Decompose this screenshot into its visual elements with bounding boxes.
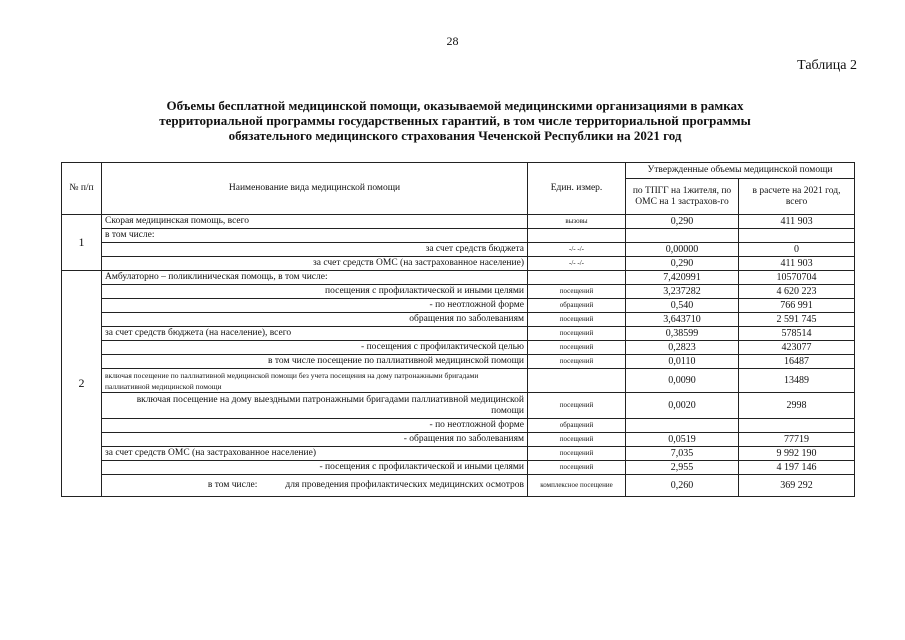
- table-row: [62, 327, 855, 341]
- row-name: для проведения профилактических медицинских осмотров: [285, 480, 524, 490]
- row-total: 2 591 745: [739, 313, 855, 327]
- row-name: включая посещение по паллиативной медицинской помощи без учета посещения на дому патронажными бригадами паллиативной медицинской помощи: [102, 369, 528, 393]
- row-per-person: 0,0020: [626, 393, 739, 419]
- row-name: в том числе:: [102, 229, 528, 243]
- row-per-person: 0,2823: [626, 341, 739, 355]
- row-per-person: 0,00000: [626, 243, 739, 257]
- title-line-1: Объемы бесплатной медицинской помощи, оказываемой медицинскими организациями в рамках: [166, 98, 744, 113]
- row-total: [739, 419, 855, 433]
- row-name: за счет средств бюджета (на население), всего: [102, 327, 528, 341]
- row-total: 2998: [739, 393, 855, 419]
- row-unit: комплексное посещение: [528, 475, 626, 497]
- row-total: 411 903: [739, 215, 855, 229]
- row-unit: посещений: [528, 355, 626, 369]
- row-name: Амбулаторно – поликлиническая помощь, в том числе:: [102, 271, 528, 285]
- row-per-person: 2,955: [626, 461, 739, 475]
- table-row: [62, 447, 855, 461]
- table-row: [62, 369, 855, 393]
- row-name: - посещения с профилактической целью: [102, 341, 528, 355]
- row-name-composite: [102, 475, 528, 497]
- header-approved: Утвержденные объемы медицинской помощи: [626, 163, 855, 179]
- row-per-person: 0,260: [626, 475, 739, 497]
- table-row: [62, 433, 855, 447]
- row-per-person: 0,0519: [626, 433, 739, 447]
- row-name: - обращения по заболеваниям: [102, 433, 528, 447]
- section-2-number: 2: [62, 271, 102, 497]
- row-unit: посещений: [528, 341, 626, 355]
- table-row: [62, 341, 855, 355]
- row-total: 4 620 223: [739, 285, 855, 299]
- table-label: Таблица 2: [797, 58, 857, 73]
- row-total: 578514: [739, 327, 855, 341]
- table-row: [62, 299, 855, 313]
- header-unit: Един. измер.: [528, 163, 626, 215]
- row-per-person: 0,38599: [626, 327, 739, 341]
- row-unit: посещений: [528, 285, 626, 299]
- title-line-3: обязательного медицинского страхования Чеченской Республики на 2021 год: [228, 128, 682, 143]
- row-name: - по неотложной форме: [102, 299, 528, 313]
- row-unit: -/- -/-: [528, 243, 626, 257]
- row-per-person: [626, 229, 739, 243]
- row-name: за счет средств ОМС (на застрахованное население): [102, 257, 528, 271]
- row-total: 766 991: [739, 299, 855, 313]
- row-unit: [528, 271, 626, 285]
- row-total: 369 292: [739, 475, 855, 497]
- row-name-prefix: в том числе:: [207, 480, 258, 490]
- row-per-person: 0,0110: [626, 355, 739, 369]
- table-row: [62, 313, 855, 327]
- row-per-person: 0,290: [626, 215, 739, 229]
- row-unit: [528, 369, 626, 393]
- row-total: 77719: [739, 433, 855, 447]
- row-total: 9 992 190: [739, 447, 855, 461]
- row-unit: обращений: [528, 299, 626, 313]
- page-number: 28: [446, 34, 459, 48]
- header-name: Наименование вида медицинской помощи: [102, 163, 528, 215]
- table-row: [62, 257, 855, 271]
- row-per-person: 7,035: [626, 447, 739, 461]
- table-row: [62, 355, 855, 369]
- row-unit: посещений: [528, 393, 626, 419]
- row-total: 411 903: [739, 257, 855, 271]
- table-row: [62, 419, 855, 433]
- table-row: [62, 271, 855, 285]
- table-row: [62, 243, 855, 257]
- table-row: [62, 285, 855, 299]
- row-total: 423077: [739, 341, 855, 355]
- table-row: [62, 475, 855, 497]
- table-row: [62, 461, 855, 475]
- row-name: в том числе посещение по паллиативной медицинской помощи: [102, 355, 528, 369]
- row-name: за счет средств ОМС (на застрахованное население): [102, 447, 528, 461]
- row-unit: -/- -/-: [528, 257, 626, 271]
- row-per-person: 0,290: [626, 257, 739, 271]
- row-unit: вызовы: [528, 215, 626, 229]
- table-row: [62, 215, 855, 229]
- row-unit: посещений: [528, 461, 626, 475]
- header-num: № п/п: [62, 163, 102, 215]
- row-total: 10570704: [739, 271, 855, 285]
- volumes-table: [61, 162, 855, 497]
- row-name: Скорая медицинская помощь, всего: [102, 215, 528, 229]
- title-line-2: территориальной программы государственных гарантий, в том числе территориальной программы: [159, 113, 751, 128]
- section-1-number: 1: [62, 215, 102, 271]
- row-total: 0: [739, 243, 855, 257]
- row-name: включая посещение на дому выездными патронажными бригадами паллиативной медицинской помощи: [102, 393, 528, 419]
- document-title: [60, 98, 850, 143]
- row-name: посещения с профилактической и иными целями: [102, 285, 528, 299]
- row-name: за счет средств бюджета: [102, 243, 528, 257]
- row-name: обращения по заболеваниям: [102, 313, 528, 327]
- header-per-person: по ТПГГ на 1жителя, по ОМС на 1 застрахов-го: [626, 179, 739, 215]
- row-per-person: 3,237282: [626, 285, 739, 299]
- header-total: в расчете на 2021 год, всего: [739, 179, 855, 215]
- row-total: 4 197 146: [739, 461, 855, 475]
- row-total: 13489: [739, 369, 855, 393]
- row-total: 16487: [739, 355, 855, 369]
- row-unit: посещений: [528, 447, 626, 461]
- row-name: - посещения с профилактической и иными целями: [102, 461, 528, 475]
- row-per-person: 3,643710: [626, 313, 739, 327]
- row-per-person: [626, 419, 739, 433]
- row-unit: обращений: [528, 419, 626, 433]
- row-per-person: 0,0090: [626, 369, 739, 393]
- table-row: [62, 393, 855, 419]
- row-name: - по неотложной форме: [102, 419, 528, 433]
- row-unit: [528, 229, 626, 243]
- row-per-person: 0,540: [626, 299, 739, 313]
- table-row: [62, 229, 855, 243]
- row-unit: посещений: [528, 327, 626, 341]
- row-unit: посещений: [528, 433, 626, 447]
- row-per-person: 7,420991: [626, 271, 739, 285]
- row-total: [739, 229, 855, 243]
- row-unit: посещений: [528, 313, 626, 327]
